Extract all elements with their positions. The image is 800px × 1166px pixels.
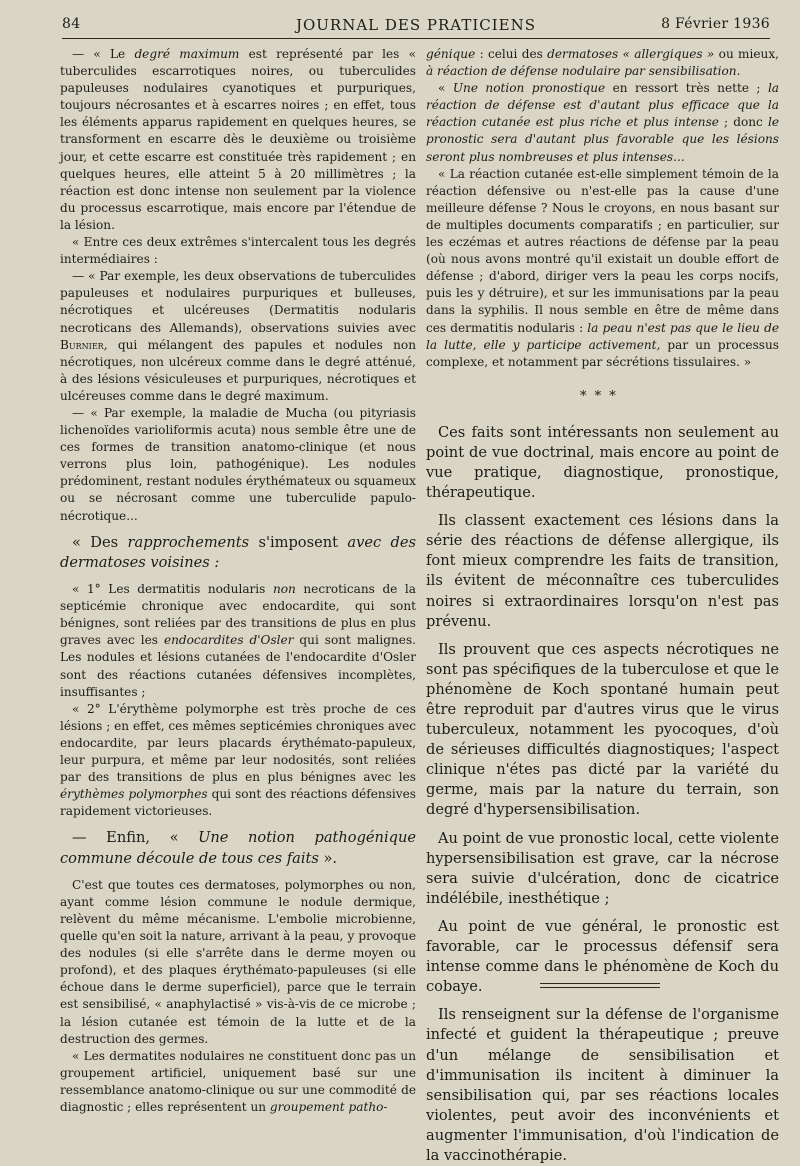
text: s'imposent: [249, 533, 348, 551]
emphasis: la peau n'est pas que le lieu de la lutte, elle y participe activement,: [426, 320, 779, 352]
paragraph: [60, 1048, 416, 1116]
author-name: Burnier: [60, 337, 104, 352]
text: qui sont des réactions défensives rapidement victorieuses.: [60, 787, 416, 819]
emphasis: endocardites d'Osler: [163, 633, 294, 648]
paragraph: « Entre ces deux extrêmes s'intercalent tous les degrés intermédiaires :: [60, 235, 416, 267]
paragraph: [426, 46, 779, 80]
text: « Des: [72, 533, 128, 551]
paragraph: — « Par exemple, la maladie de Mucha (ou pityriasis lichenoïdes varioliformis acuta) nous semble être une de ces formes de transition anatomo-clinique (et nous verrons plus loin, pathogénique). Les nodules prédominent, restant nodules érythémateux ou squameux ou se nécrosant comme une tuberculide papulo-nécrotique...: [60, 405, 416, 523]
text: : celui des: [475, 47, 548, 61]
emphasis: groupement patho-: [269, 1099, 388, 1114]
text: « Les dermatites nodulaires ne constituent donc pas un groupement artificiel, uniquement basé sur une ressemblance anatomo-clinique ou sur une commodité de diagnostic ; elles représentent un: [60, 1048, 416, 1114]
separator-stars: * * *: [580, 388, 618, 404]
section-separator: [426, 371, 779, 423]
emphasis: dermatoses « allergiques »: [547, 47, 715, 61]
emphasis: génique: [426, 47, 476, 61]
emphasis: non: [272, 582, 296, 597]
paragraph: Ils renseignent sur la défense de l'organisme infecté et guident la thérapeutique ; preuve d'un mélange de sensibilisation et d'immunisation ils incitent à diminuer la sensibilisation qui, par ses réactions locales violentes, peut avoir des inconvénients et augmenter l'immunisation, d'où l'indication de la vaccinothérapie.: [426, 1006, 779, 1164]
text: qui sont malignes. Les nodules et lésions cutanées de l'endocardite d'Osler sont des réactions cutanées défensives incomplètes, insuffisantes ;: [60, 633, 416, 699]
page-number: 84: [62, 16, 81, 32]
paragraph: [60, 268, 416, 405]
paragraph: [426, 166, 779, 371]
text: en ressort très nette ;: [605, 81, 768, 96]
end-rule: [540, 983, 660, 988]
text: « 1° Les dermatitis nodularis: [72, 582, 273, 597]
emphasis: avec des dermatoses voisines :: [60, 533, 416, 571]
text: — « Par exemple, les deux observations de tuberculides papuleuses et nodulaires purpuriques et bulleuses, nécrotiques et ulcéreuses (Dermatitis nodularis necroticans des Allemands), observations suivies avec: [60, 269, 416, 335]
paragraph: [60, 828, 416, 868]
text: « 2° L'érythème polymorphe est très proche de ces lésions ; en effet, ces mêmes septicémies chroniques avec endocardite, par leurs placards érythémato-papuleux, leur purpura, et même par leur nodosités, sont reliées par des transitions de plus en plus bénignes avec les: [60, 701, 416, 785]
emphasis: à réaction de défense nodulaire par sensibilisation: [426, 64, 737, 79]
issue-date: 8 Février 1936: [661, 16, 770, 32]
emphasis: rapprochements: [127, 533, 250, 551]
paragraph: [60, 701, 416, 821]
paragraph: Ils classent exactement ces lésions dans la série des réactions de défense allergique, ils font mieux comprendre les faits de transition, ils évitent de méconnaître ces tuberculides noires si extraordinaires lorsqu'on n'est pas prévenu.: [426, 512, 779, 630]
text: ou mieux,: [714, 47, 779, 61]
text: — Enfin, «: [72, 829, 199, 847]
paragraph: Ces faits sont intéressants non seulement au point de vue doctrinal, mais encore au point de vue pratique, diagnostique, pronostique, thérapeutique.: [426, 423, 779, 502]
emphasis: Une notion pronostique: [452, 81, 606, 96]
paragraph: [426, 80, 779, 165]
paragraph: [60, 581, 416, 701]
text: , qui mélangent des papules et nodules non nécrotiques, non ulcéreux comme dans le degré atténué, à des lésions vésiculeuses et purpuriques, nécrotiques et ulcéreuses comme dans le degré maximum.: [60, 337, 416, 403]
right-column: [426, 46, 779, 1166]
text: ; donc: [718, 115, 768, 130]
text: .: [736, 64, 741, 79]
text: necroticans de la septicémie chronique avec endocardite, qui sont bénignes, sont reliées par des transitions de plus en plus graves avec les: [60, 582, 416, 648]
text: «: [438, 81, 453, 96]
emphasis: degré maximum: [134, 47, 240, 61]
emphasis: le pronostic sera d'autant plus favorable que les lésions seront plus nombreuses et plus intenses...: [426, 115, 779, 164]
text: — « Le: [72, 47, 135, 61]
paragraph: Au point de vue général, le pronostic est favorable, car le processus défensif sera intense comme dans le phénomène de Koch du cobaye.: [426, 917, 779, 996]
text: « La réaction cutanée est-elle simplement témoin de la réaction défensive ou n'est-elle pas la cause d'une meilleure défense ? Nous le croyons, en nous basant sur de multiples documents comparatifs ; en particulier, sur les eczémas et autres réactions de défense par la peau (où nous avons montré qu'il existait un double effort de défense ; d'abord, diriger vers la peau les corps nocifs, puis les y détruire), et sur les immunisations par la peau dans la syphilis. Il nous semble en être de même dans ces dermatitis nodularis :: [426, 166, 779, 335]
paragraph: Au point de vue pronostic local, cette violente hypersensibilisation est grave, car la nécrose sera suivie d'ulcération, donc de cicatrice indélébile, inesthétique ;: [426, 829, 779, 907]
text: est représenté par les « tuberculides escarrotiques noires, ou tuberculides papuleuses nodulaires cyanotiques et purpuriques, toujours nécrosantes et à escarres noires ; en effet, tous les éléments apparus rapidement en quelques heures, se transforment en escarre dès le deuxième ou troisième jour, et cette escarre est constituée très rapidement ; en quelques heures, elle atteint 5 à 20 millimètres ; la réaction est donc intense non seulement par la violence du processus escarrotique, mais encore par l'étendue de la lésion.: [60, 47, 416, 232]
emphasis: érythèmes polymorphes: [60, 787, 208, 802]
journal-title: JOURNAL DES PRATICIENS: [295, 16, 537, 34]
paragraph: C'est que toutes ces dermatoses, polymorphes ou non, ayant comme lésion commune le nodule dermique, relèvent du même mécanisme. L'embolie microbienne, quelle qu'en soit la nature, arrivant à la peau, y provoque des nodules (si elle s'arrête dans le derme moyen ou profond), et des plaques érythémato-papuleuses (si elle échoue dans le derme superficiel), parce que le terrain est sensibilisé, « anaphylactisé » vis-à-vis de ce microbe ; la lésion cutanée est témoin de la lutte et de la destruction des germes.: [60, 877, 416, 1046]
paragraph: [60, 46, 416, 234]
running-header: [62, 10, 770, 39]
text: par un processus complexe, et notamment par sécrétions tissulaires. »: [426, 337, 779, 369]
paragraph: [60, 533, 416, 573]
emphasis: la réaction de défense est d'autant plus efficace que la réaction cutanée est plus riche et plus intense: [426, 81, 780, 130]
paragraph: Ils prouvent que ces aspects nécrotiques ne sont pas spécifiques de la tuberculose et que le phénomène de Koch spontané humain peut être reproduit par d'autres virus que le virus tuberculeux, notamment les pyocoques, d'où de sérieuses difficultés diagnostiques; l'aspect clinique n'étes pas dicté par la variété du germe, mais par la nature du terrain, son degré d'hypersensibilisation.: [426, 640, 779, 819]
text: ».: [318, 849, 338, 867]
left-column: [60, 46, 416, 1116]
emphasis: Une notion pathogénique commune découle de tous ces faits: [60, 829, 417, 867]
